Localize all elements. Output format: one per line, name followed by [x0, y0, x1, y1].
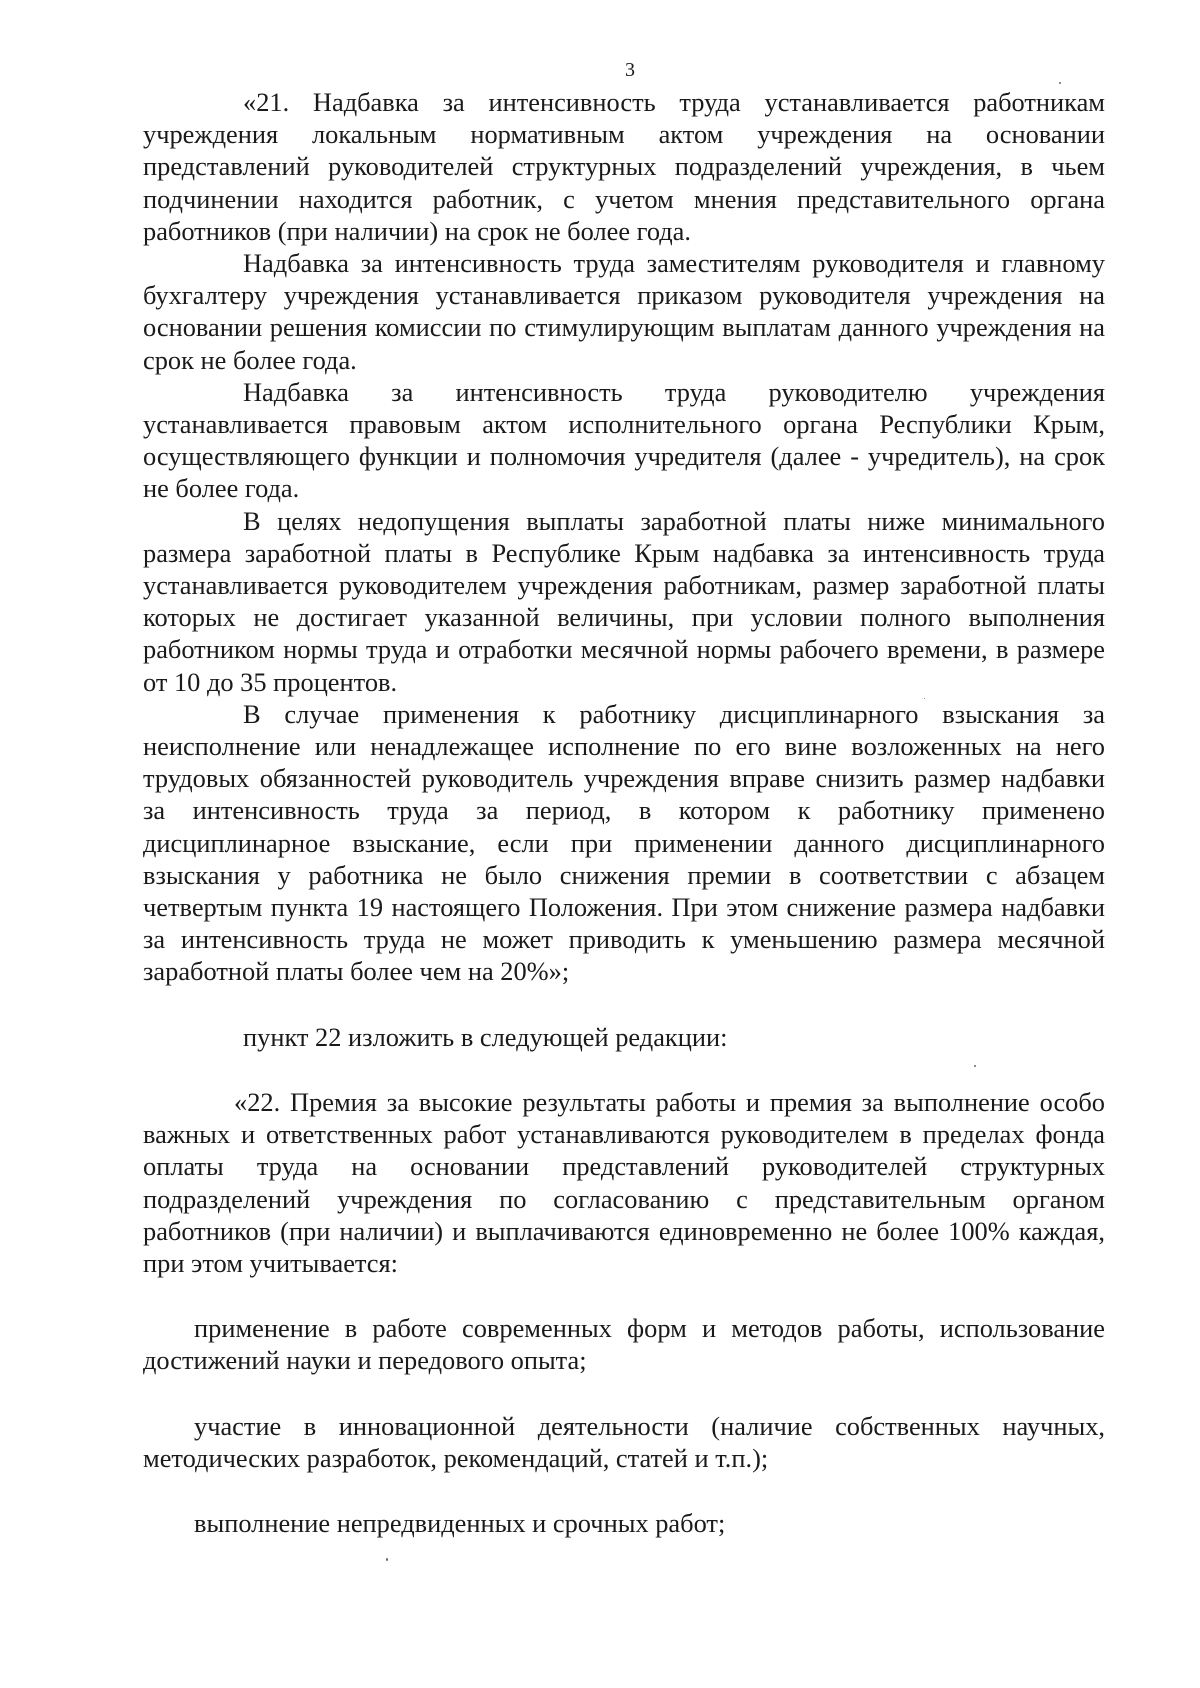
scan-speck: [386, 1558, 388, 1561]
list-item-innovation: участие в инновационной деятельности (наличие собственных научных, методических разработок, рекомендаций, статей и т.п.);: [143, 1410, 1105, 1473]
page-number: 3: [625, 59, 635, 81]
document-body: [143, 86, 1105, 1539]
scan-speck: [974, 1065, 976, 1067]
paragraph-minimum-wage: В целях недопущения выплаты заработной платы ниже минимального размера заработной платы в Республике Крым надбавка за интенсивность труда устанавливается руководителем учреждения работникам, размер заработной платы которых не достигает указанной величины, при условии полного выполнения работником нормы труда и отработки месячной нормы рабочего времени, в размере от 10 до 35 процентов.: [143, 505, 1105, 697]
paragraph-amendment-22: пункт 22 изложить в следующей редакции:: [243, 1021, 728, 1052]
scan-speck: [1059, 82, 1061, 84]
paragraph-deputy-allowance: Надбавка за интенсивность труда заместителям руководителя и главному бухгалтеру учреждения устанавливается приказом руководителя учреждения на основании решения комиссии по стимулирующим выплатам данного учреждения на срок не более года.: [143, 248, 1105, 375]
list-item-urgent-work: выполнение непредвиденных и срочных работ;: [194, 1507, 726, 1538]
paragraph-disciplinary: В случае применения к работнику дисциплинарного взыскания за неисполнение или ненадлежащее исполнение по его вине возложенных на него трудовых обязанностей руководитель учреждения вправе снизить размер надбавки за интенсивность труда за период, в котором к работнику применено дисциплинарное взыскание, если при применении данного дисциплинарного взыскания у работника не было снижения премии в соответствии с абзацем четвертым пункта 19 настоящего Положения. При этом снижение размера надбавки за интенсивность труда не может приводить к уменьшению размера месячной заработной платы более чем на 20%»;: [143, 698, 1105, 987]
paragraph-21-intro: «21. Надбавка за интенсивность труда устанавливается работникам учреждения локальным нормативным актом учреждения на основании представлений руководителей структурных подразделений учреждения, в чьем подчинении находится работник, с учетом мнения представительного органа работников (при наличии) на срок не более года.: [143, 87, 1105, 246]
scan-speck: [924, 698, 925, 699]
paragraph-22-bonus: «22. Премия за высокие результаты работы и премия за выполнение особо важных и ответственных работ устанавливаются руководителем в пределах фонда оплаты труда на основании представлений руководителей структурных подразделений учреждения по согласованию с представительным органом работников (при наличии) и выплачиваются единовременно не более 100% каждая, при этом учитывается:: [143, 1086, 1105, 1278]
list-item-modern-methods: применение в работе современных форм и методов работы, использование достижений науки и передового опыта;: [143, 1313, 1105, 1376]
paragraph-head-allowance: Надбавка за интенсивность труда руководителю учреждения устанавливается правовым актом исполнительного органа Республики Крым, осуществляющего функции и полномочия учредителя (далее - учредитель), на срок не более года.: [143, 376, 1105, 504]
